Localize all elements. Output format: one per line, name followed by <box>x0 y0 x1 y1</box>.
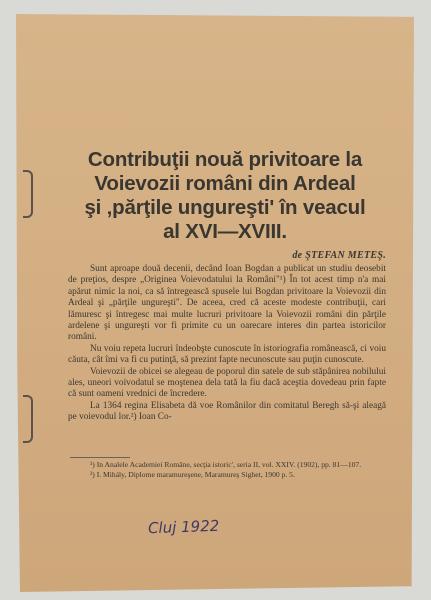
title-line: al XVI—XVIII. <box>163 220 287 243</box>
document-title <box>60 148 390 244</box>
handwritten-annotation: Cluj 1922 <box>147 516 220 538</box>
footnotes <box>68 460 386 479</box>
paragraph: La 1364 regina Elisabeta dă voe Românilor din comitatul Beregh să-şi aleagă pe voievodul lor.²) Ioan Co- <box>68 400 386 423</box>
title-line: şi ‚părţile ungureşti' în veacul <box>84 196 366 219</box>
footnote: ¹) In Analele Academiei Române, secţia istoric', seria II, vol. XXIV. (1902), pp. 81—107. <box>90 460 362 469</box>
footnote-divider <box>70 457 130 458</box>
author-line: de ŞTEFAN METEŞ. <box>292 250 386 261</box>
paragraph: Sunt aproape două decenii, decând Ioan Bogdan a publicat un studiu deosebit de preţios, despre „Originea Voievodatului la Români"¹) În tot acest timp n'a mai apărut nimic la noi, ca să întregească spusele lui Bogdan privitoare la Voievozii din Ardeal şi „părţile ungureşti". De aceea, cred că aceste modeste contribuţii, cari lămuresc şi întregesc mai multe lucruri privitoare la Voievozii români din părţile ardelene şi ungureşti vor fi primite cu un oarecare interes din partea istoricilor români. <box>68 264 386 343</box>
paragraph: Nu voiu repeta lucruri îndeobşte cunoscute în istoriografia românească, ci voiu căuta, cât îmi va fi cu putinţă, să prezint fapte necunoscute sau puţin cunoscute. <box>68 343 386 366</box>
staple-top <box>23 170 33 218</box>
body-text <box>68 264 386 424</box>
title-line: Contribuţii nouă privitoare la <box>87 148 363 171</box>
title-line: Voievozii români din Ardeal <box>94 172 356 195</box>
footnote: ²) I. Mihály, Diplome maramureşene, Maramureş Sighet, 1900 p. 5. <box>90 469 295 479</box>
staple-bottom <box>23 395 33 443</box>
paragraph: Voievozii de obicei se alegeau de poporul din satele de sub stăpânirea nobilului ales, uneori voivodatul se moştenea dela tată la fiu dacă aceştia dovedeau prin fapte că sunt oameni vrednici de încredere. <box>68 366 386 400</box>
